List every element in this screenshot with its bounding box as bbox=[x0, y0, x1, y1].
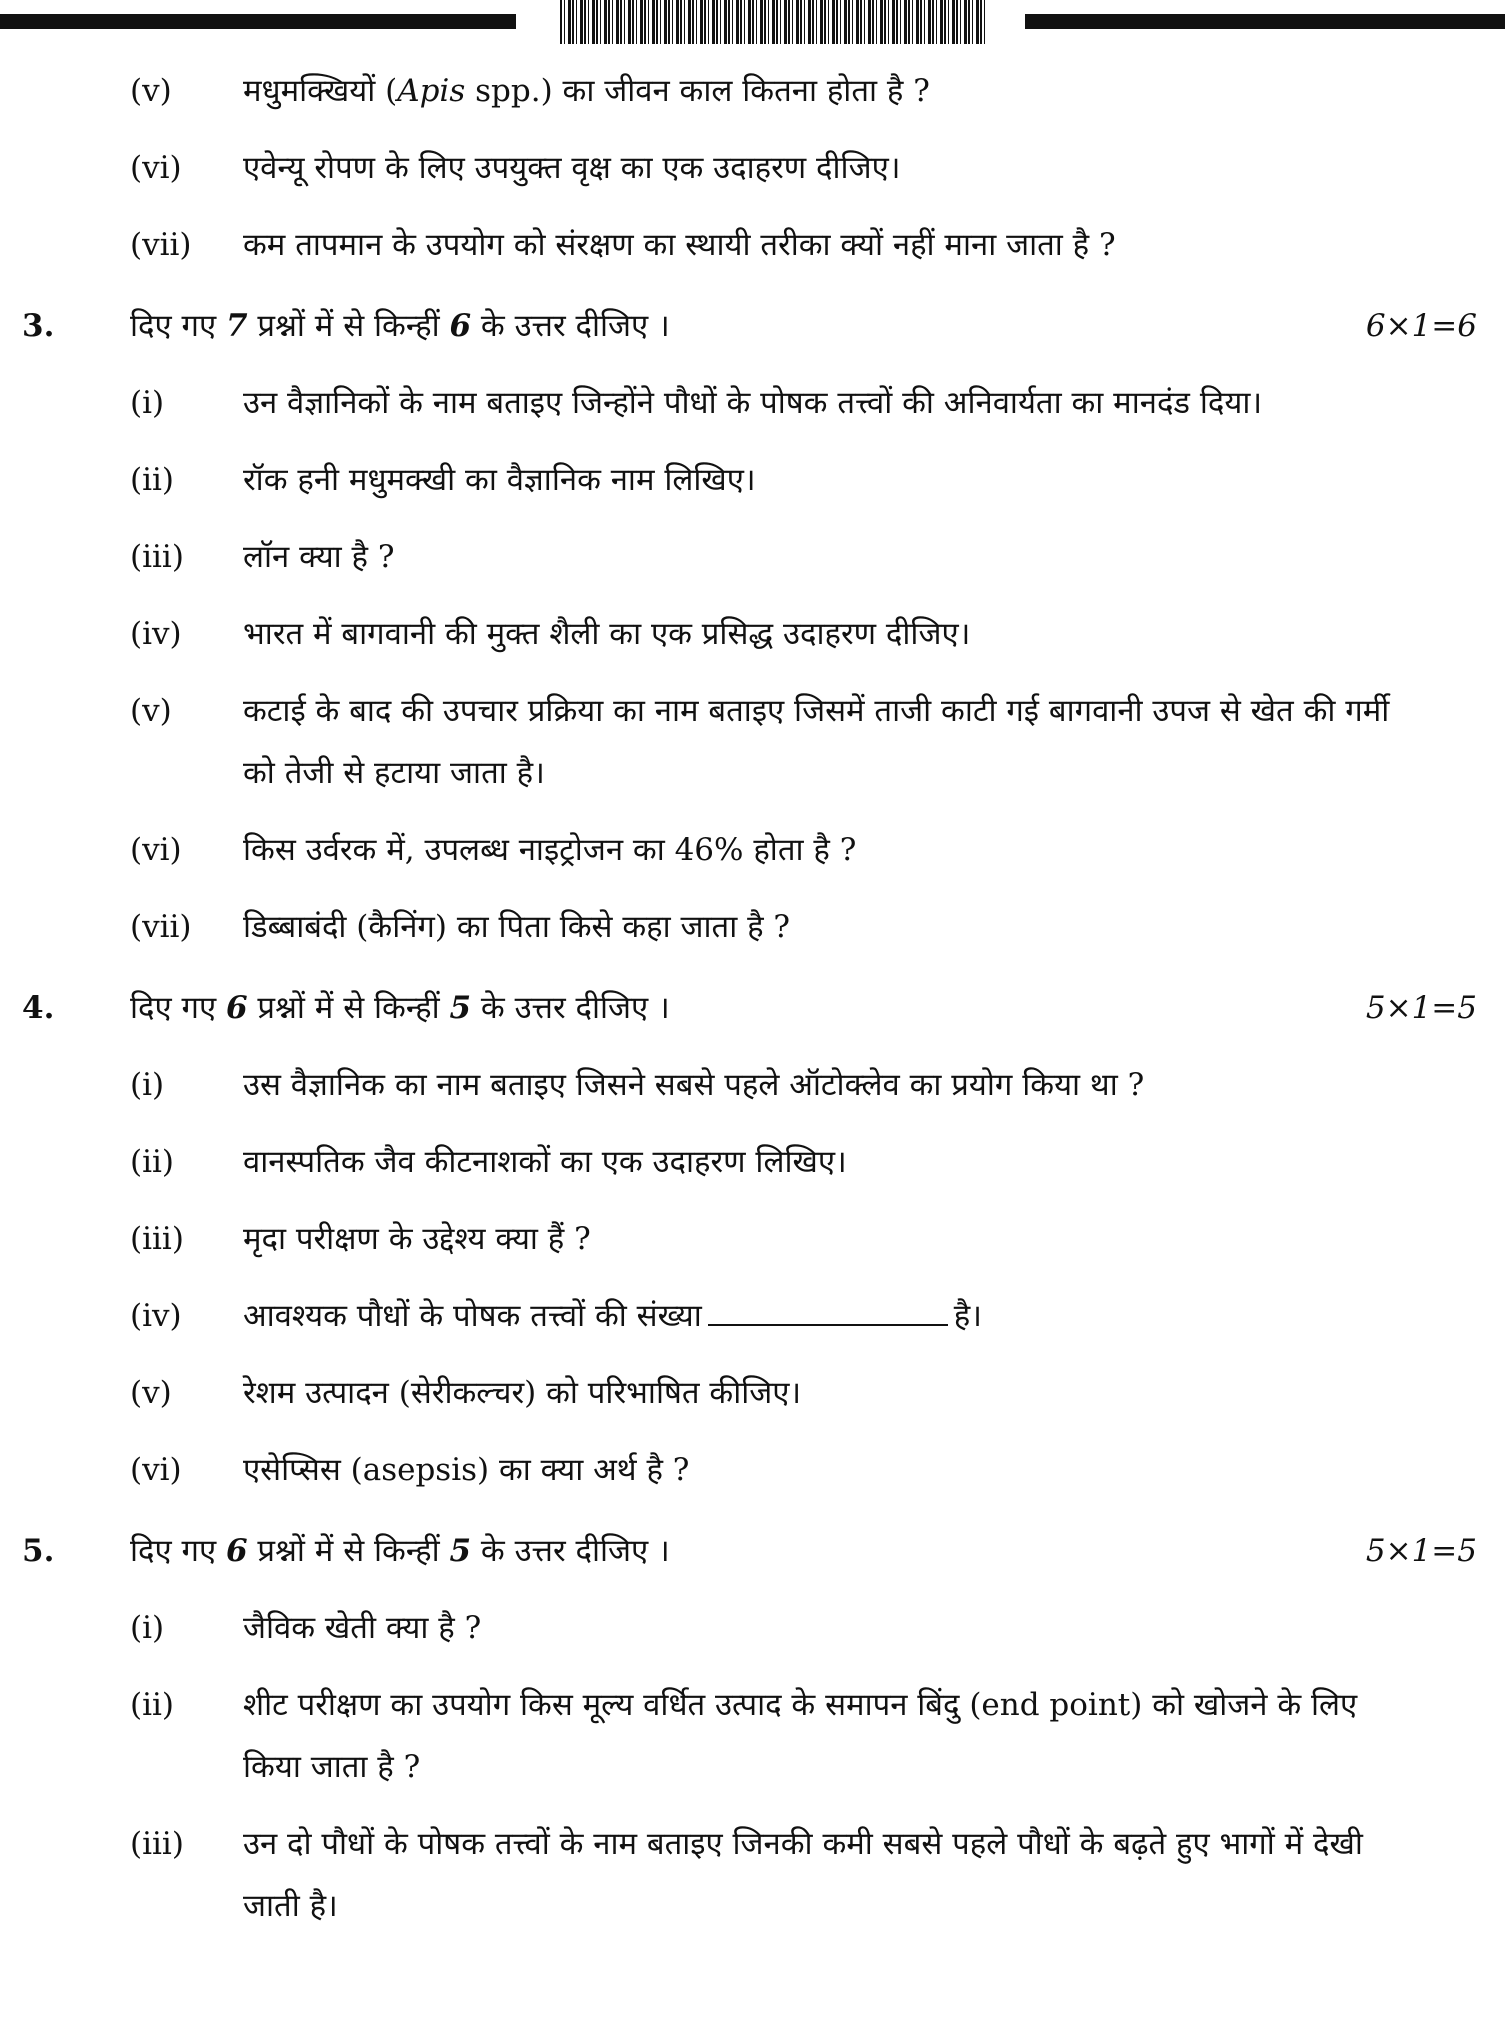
instruction-text: के उत्तर दीजिए । bbox=[471, 1533, 670, 1569]
instruction-text: प्रश्नों में से किन्हीं bbox=[247, 1533, 450, 1569]
item-text: रेशम उत्पादन (सेरीकल्चर) को परिभाषित कीजिए। bbox=[243, 1375, 802, 1411]
header-bar-right bbox=[1025, 14, 1505, 29]
item-text: मृदा परीक्षण के उद्देश्य क्या हैं ? bbox=[243, 1221, 591, 1257]
list-item bbox=[0, 1208, 1505, 1270]
instruction-count: 7 bbox=[225, 308, 248, 344]
instruction-text: के उत्तर दीजिए । bbox=[471, 990, 670, 1026]
item-number: (vi) bbox=[130, 832, 182, 868]
item-text: भारत में बागवानी की मुक्त शैली का एक प्रसिद्ध उदाहरण दीजिए। bbox=[243, 616, 971, 652]
question-paper bbox=[0, 60, 1505, 1952]
list-item bbox=[0, 1597, 1505, 1659]
question-number: 4. bbox=[22, 990, 55, 1026]
item-text: रॉक हनी मधुमक्खी का वैज्ञानिक नाम लिखिए। bbox=[243, 462, 756, 498]
item-text: एसेप्सिस (asepsis) का क्या अर्थ है ? bbox=[243, 1452, 690, 1488]
list-item bbox=[0, 680, 1505, 804]
item-number: (i) bbox=[130, 1610, 165, 1646]
list-item bbox=[0, 1813, 1505, 1937]
item-text: उन दो पौधों के पोषक तत्त्वों के नाम बताइए जिनकी कमी सबसे पहले पौधों के बढ़ते हुए भागों में देखी जाती है। bbox=[243, 1826, 1363, 1924]
item-number: (vi) bbox=[130, 1452, 182, 1488]
question-heading bbox=[0, 977, 1505, 1039]
item-number: (v) bbox=[130, 693, 172, 729]
list-item bbox=[0, 214, 1505, 276]
question-number: 5. bbox=[22, 1533, 55, 1569]
item-text: spp.) का जीवन काल कितना होता है ? bbox=[465, 73, 930, 109]
item-number: (ii) bbox=[130, 462, 175, 498]
item-text-italic: Apis bbox=[397, 73, 466, 109]
list-item bbox=[0, 1439, 1505, 1501]
list-item bbox=[0, 1285, 1505, 1347]
marks: 5×1=5 bbox=[1365, 990, 1477, 1026]
item-number: (iii) bbox=[130, 1826, 184, 1862]
list-item bbox=[0, 819, 1505, 881]
item-number: (i) bbox=[130, 1067, 165, 1103]
header-bar-left bbox=[0, 14, 516, 29]
instruction-count: 5 bbox=[449, 990, 472, 1026]
item-text: आवश्यक पौधों के पोषक तत्त्वों की संख्या bbox=[243, 1298, 702, 1334]
instruction-count: 5 bbox=[449, 1533, 472, 1569]
marks: 6×1=6 bbox=[1365, 308, 1477, 344]
item-text: लॉन क्या है ? bbox=[243, 539, 395, 575]
item-text: डिब्बाबंदी (कैनिंग) का पिता किसे कहा जाता है ? bbox=[243, 909, 791, 945]
instruction-text: के उत्तर दीजिए । bbox=[471, 308, 670, 344]
instruction-count: 6 bbox=[225, 990, 248, 1026]
list-item bbox=[0, 449, 1505, 511]
item-text: कम तापमान के उपयोग को संरक्षण का स्थायी तरीका क्यों नहीं माना जाता है ? bbox=[243, 227, 1116, 263]
list-item bbox=[0, 1674, 1505, 1798]
list-item bbox=[0, 526, 1505, 588]
list-item bbox=[0, 603, 1505, 665]
instruction-text: प्रश्नों में से किन्हीं bbox=[247, 308, 450, 344]
instruction-count: 6 bbox=[449, 308, 472, 344]
item-number: (v) bbox=[130, 73, 172, 109]
list-item bbox=[0, 896, 1505, 958]
instruction-text: दिए गए bbox=[130, 990, 226, 1026]
instruction-text: प्रश्नों में से किन्हीं bbox=[247, 990, 450, 1026]
item-text: है। bbox=[953, 1298, 982, 1334]
item-number: (ii) bbox=[130, 1687, 175, 1723]
item-number: (ii) bbox=[130, 1144, 175, 1180]
question-number: 3. bbox=[22, 308, 55, 344]
list-item bbox=[0, 60, 1505, 122]
item-text: मधुमक्खियों ( bbox=[243, 73, 398, 109]
item-text: उन वैज्ञानिकों के नाम बताइए जिन्होंने पौधों के पोषक तत्त्वों की अनिवार्यता का मानदंड दिया। bbox=[243, 385, 1263, 421]
question-heading bbox=[0, 1520, 1505, 1582]
list-item bbox=[0, 1362, 1505, 1424]
item-number: (v) bbox=[130, 1375, 172, 1411]
instruction-text: दिए गए bbox=[130, 308, 226, 344]
item-text: शीट परीक्षण का उपयोग किस मूल्य वर्धित उत्पाद के समापन बिंदु (end point) को खोजने के लिए किया जाता है ? bbox=[243, 1687, 1358, 1785]
item-number: (i) bbox=[130, 385, 165, 421]
item-number: (vii) bbox=[130, 909, 192, 945]
instruction-count: 6 bbox=[225, 1533, 248, 1569]
question-heading bbox=[0, 295, 1505, 357]
item-number: (iii) bbox=[130, 1221, 184, 1257]
list-item bbox=[0, 1054, 1505, 1116]
item-text: उस वैज्ञानिक का नाम बताइए जिसने सबसे पहले ऑटोक्लेव का प्रयोग किया था ? bbox=[243, 1067, 1145, 1103]
item-text: किस उर्वरक में, उपलब्ध नाइट्रोजन का 46% होता है ? bbox=[243, 832, 857, 868]
answer-blank[interactable] bbox=[708, 1294, 948, 1326]
item-number: (vii) bbox=[130, 227, 192, 263]
item-number: (iv) bbox=[130, 616, 182, 652]
barcode bbox=[560, 0, 986, 44]
item-text: जैविक खेती क्या है ? bbox=[243, 1610, 482, 1646]
marks: 5×1=5 bbox=[1365, 1533, 1477, 1569]
item-text: एवेन्यू रोपण के लिए उपयुक्त वृक्ष का एक उदाहरण दीजिए। bbox=[243, 150, 901, 186]
list-item bbox=[0, 137, 1505, 199]
list-item bbox=[0, 372, 1505, 434]
item-number: (vi) bbox=[130, 150, 182, 186]
list-item bbox=[0, 1131, 1505, 1193]
item-text: कटाई के बाद की उपचार प्रक्रिया का नाम बताइए जिसमें ताजी काटी गई बागवानी उपज से खेत की गर्मी को तेजी से हटाया जाता है। bbox=[243, 693, 1390, 791]
item-number: (iii) bbox=[130, 539, 184, 575]
instruction-text: दिए गए bbox=[130, 1533, 226, 1569]
item-text: वानस्पतिक जैव कीटनाशकों का एक उदाहरण लिखिए। bbox=[243, 1144, 847, 1180]
item-number: (iv) bbox=[130, 1298, 182, 1334]
